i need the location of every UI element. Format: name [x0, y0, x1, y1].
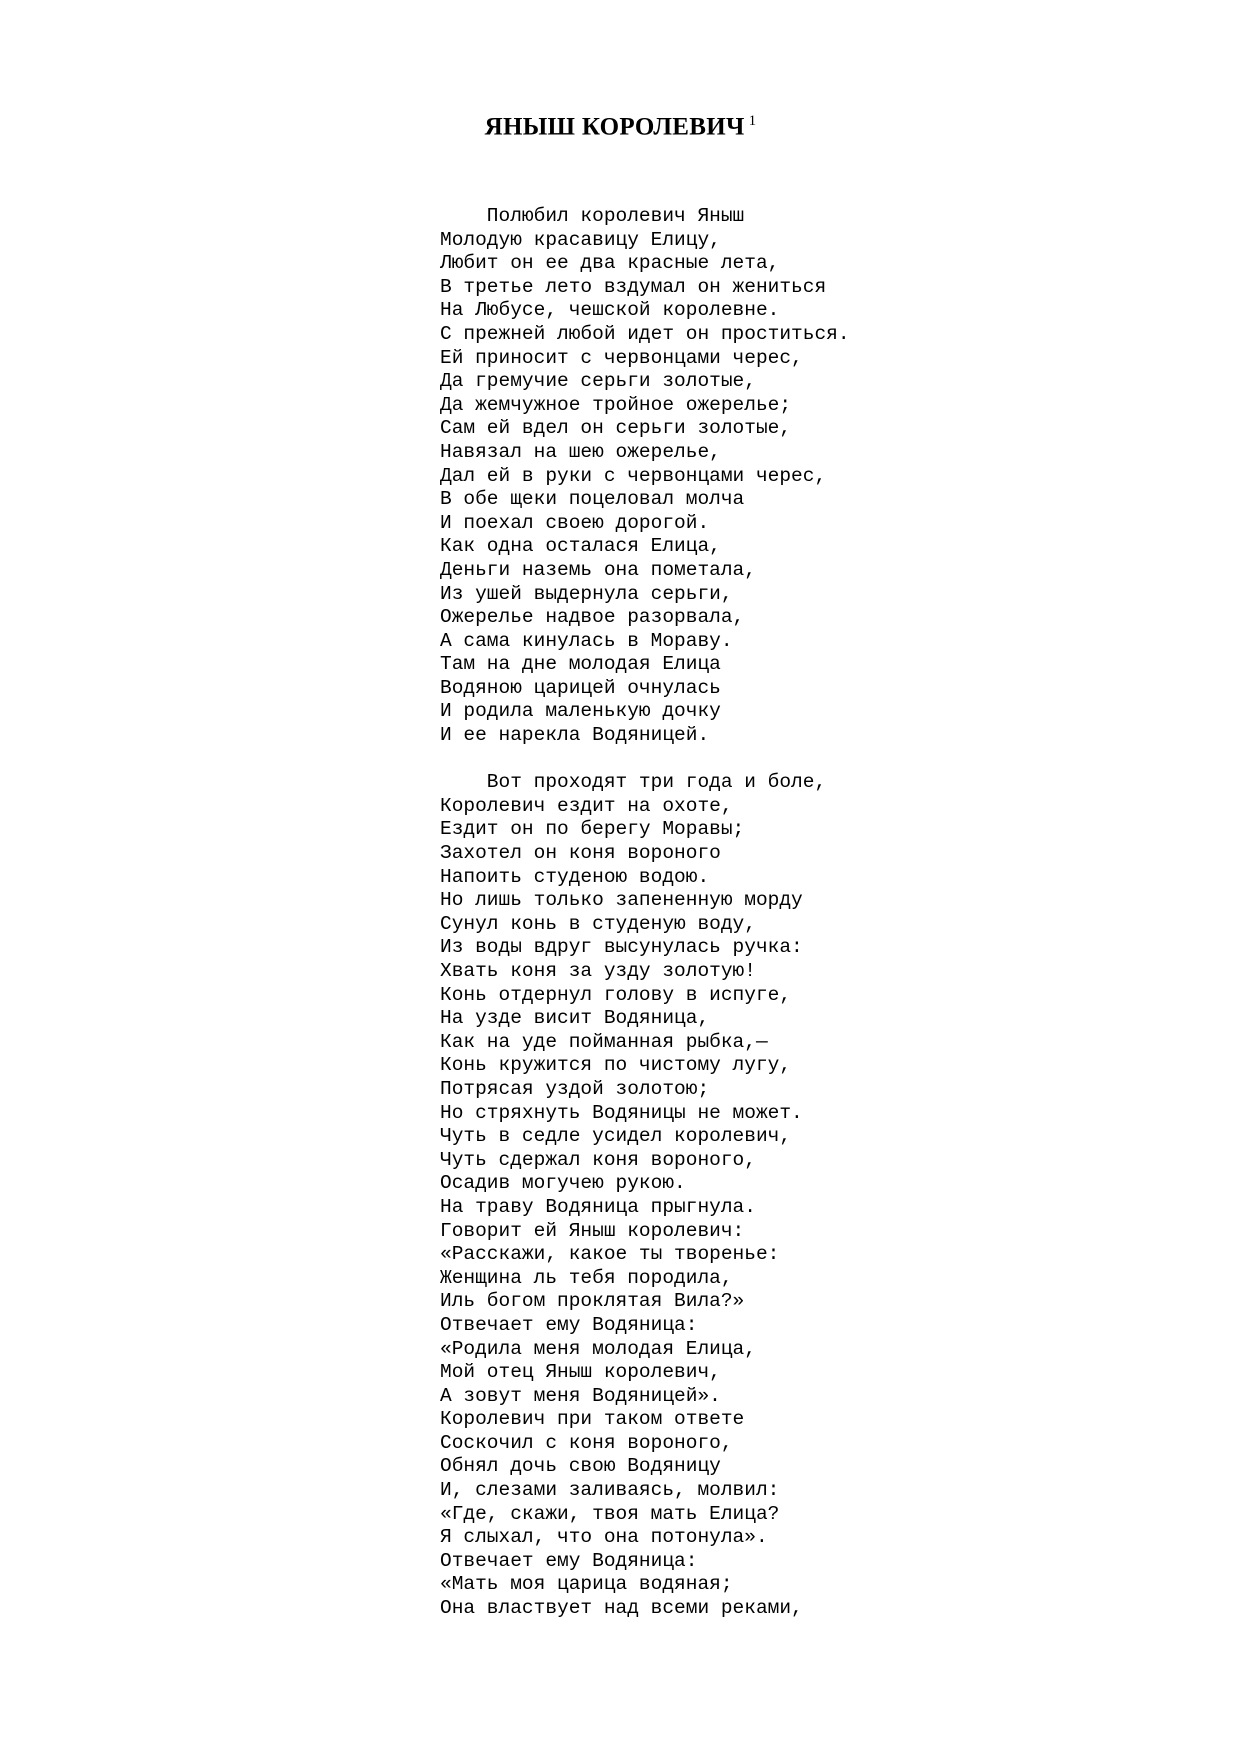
poem-line: А зовут меня Водяницей». [440, 1384, 721, 1407]
poem-line: Из ушей выдернула серьги, [440, 582, 733, 605]
poem-line: А сама кинулась в Мораву. [440, 629, 733, 652]
poem-line: Там на дне молодая Елица [440, 653, 721, 676]
stanza [440, 205, 1220, 748]
poem-line: Мой отец Яныш королевич, [440, 1361, 721, 1384]
poem-line: Вот проходят три года и боле, [440, 771, 827, 794]
poem-line: Дал ей в руки с червонцами черес, [440, 464, 827, 487]
poem-line: Сунул конь в студеную воду, [440, 912, 756, 935]
poem-line: Отвечает ему Водяница: [440, 1313, 698, 1336]
poem-line: Потрясая уздой золотою; [440, 1077, 710, 1100]
poem-line: Обнял дочь свою Водяницу [440, 1455, 721, 1478]
poem-line: Напоить студеною водою. [440, 865, 710, 888]
poem-line: На траву Водяница прыгнула. [440, 1195, 756, 1218]
poem-line: Как одна осталася Елица, [440, 535, 721, 558]
poem-line: Сам ей вдел он серьги золотые, [440, 417, 792, 440]
poem-line: «Родила меня молодая Елица, [440, 1337, 756, 1360]
poem-line: Говорит ей Яныш королевич: [440, 1219, 745, 1242]
poem-line: Ей приносит с червонцами черес, [440, 346, 803, 369]
poem-line: В третье лето вздумал он жениться [440, 275, 827, 298]
poem-line: Королевич при таком ответе [440, 1408, 745, 1431]
poem-line: Молодую красавицу Елицу, [440, 228, 721, 251]
poem-line: Но лишь только запененную морду [440, 889, 803, 912]
stanza-gap [440, 748, 1220, 772]
poem-line: И ее нарекла Водяницей. [440, 724, 710, 747]
poem-line: Отвечает ему Водяница: [440, 1549, 698, 1572]
poem-line: Ожерелье надвое разорвала, [440, 606, 745, 629]
poem-line: Соскочил с коня вороного, [440, 1431, 733, 1454]
poem-line: Ездит он по берегу Моравы; [440, 818, 745, 841]
poem-line: «Где, скажи, твоя мать Елица? [440, 1502, 780, 1525]
poem-line: Но стряхнуть Водяницы не может. [440, 1101, 803, 1124]
stanza [440, 771, 1220, 1620]
poem-line: Деньги наземь она пометала, [440, 558, 756, 581]
poem-line: Из воды вдруг высунулась ручка: [440, 936, 803, 959]
poem-line: Чуть сдержал коня вороного, [440, 1148, 756, 1171]
poem-line: С прежней любой идет он проститься. [440, 322, 850, 345]
poem-body [440, 205, 1220, 1621]
poem-line: Чуть в седле усидел королевич, [440, 1125, 792, 1148]
poem-line: Иль богом проклятая Вила?» [440, 1290, 745, 1313]
poem-line: Навязал на шею ожерелье, [440, 440, 721, 463]
poem-line: Я слыхал, что она потонула». [440, 1526, 768, 1549]
poem-line: Да жемчужное тройное ожерелье; [440, 393, 792, 416]
poem-line: В обе щеки поцеловал молча [440, 488, 745, 511]
poem-line: Осадив могучею рукою. [440, 1172, 686, 1195]
poem-line: Полюбил королевич Яныш [440, 205, 745, 227]
poem-title-text: ЯНЫШ КОРОЛЕВИЧ [484, 113, 745, 141]
poem-line: Как на уде пойманная рыбка,— [440, 1030, 768, 1053]
poem-line: Конь отдернул голову в испуге, [440, 983, 792, 1006]
poem-line: На Любусе, чешской королевне. [440, 299, 780, 322]
poem-line: Королевич ездит на охоте, [440, 794, 733, 817]
poem-line: Водяною царицей очнулась [440, 676, 721, 699]
poem-line: И, слезами заливаясь, молвил: [440, 1479, 780, 1502]
poem-line: Захотел он коня вороного [440, 842, 721, 865]
poem-title [0, 113, 1241, 141]
poem-line: Женщина ль тебя породила, [440, 1266, 733, 1289]
poem-line: Конь кружится по чистому лугу, [440, 1054, 792, 1077]
footnote-marker: 1 [748, 113, 757, 129]
poem-line: Да гремучие серьги золотые, [440, 370, 756, 393]
poem-line: И родила маленькую дочку [440, 700, 721, 723]
poem-line: На узде висит Водяница, [440, 1007, 710, 1030]
poem-line: Она властвует над всеми реками, [440, 1597, 803, 1620]
poem-line: Хвать коня за узду золотую! [440, 960, 756, 982]
poem-line: «Расскажи, какое ты творенье: [440, 1243, 780, 1266]
poem-line: И поехал своею дорогой. [440, 511, 710, 534]
poem-line: «Мать моя царица водяная; [440, 1573, 733, 1596]
poem-line: Любит он ее два красные лета, [440, 252, 780, 275]
